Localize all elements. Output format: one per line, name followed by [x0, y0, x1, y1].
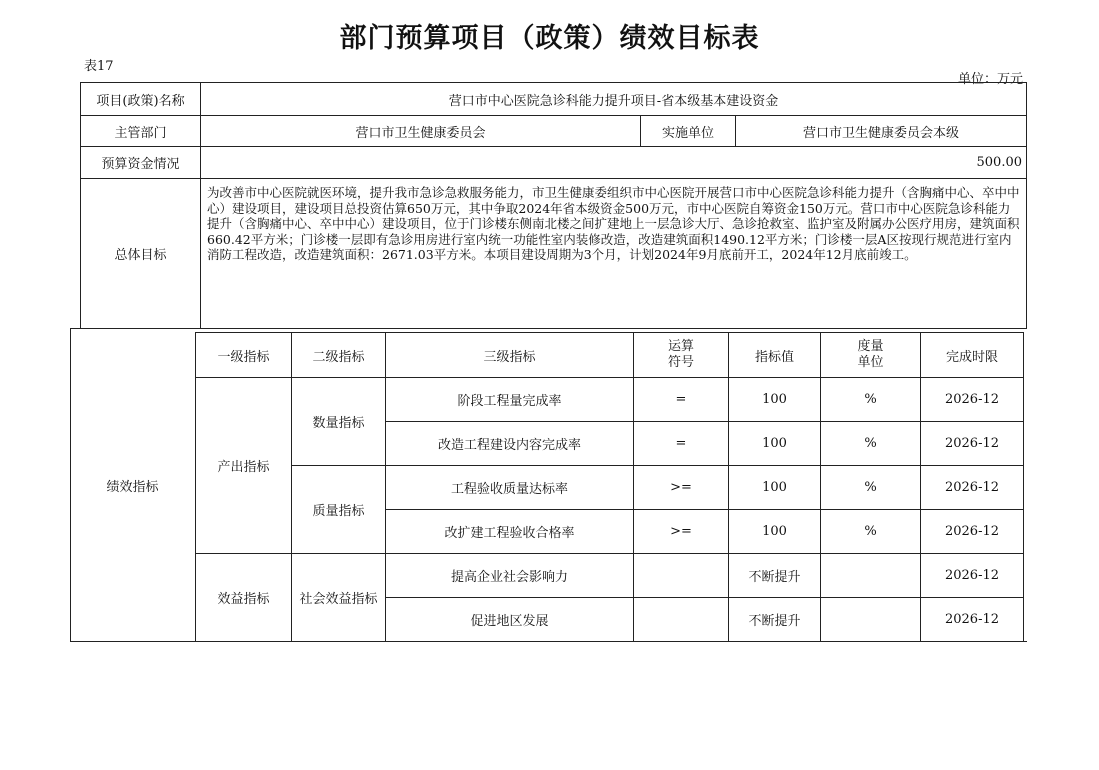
indicator-deadline: 2026-12 — [921, 510, 1024, 554]
goal-row — [81, 179, 1027, 329]
indicator-value: 不断提升 — [729, 598, 821, 642]
header-value: 指标值 — [729, 333, 821, 378]
table-number: 表17 — [84, 59, 114, 74]
indicator-deadline: 2026-12 — [921, 466, 1024, 510]
indicator-op: >= — [634, 510, 729, 554]
table-row — [196, 378, 1024, 422]
indicator-op — [634, 598, 729, 642]
indicator-name: 改扩建工程验收合格率 — [386, 510, 634, 554]
indicator-name: 阶段工程量完成率 — [386, 378, 634, 422]
indicator-name: 促进地区发展 — [386, 598, 634, 642]
impl-value: 营口市卫生健康委员会本级 — [736, 116, 1027, 147]
perf-header-row — [196, 333, 1024, 378]
header-deadline: 完成时限 — [921, 333, 1024, 378]
budget-label: 预算资金情况 — [81, 147, 201, 179]
project-label: 项目(政策)名称 — [81, 83, 201, 116]
budget-row — [81, 147, 1027, 179]
header-unit-line2: 单位 — [857, 355, 884, 370]
indicator-name: 改造工程建设内容完成率 — [386, 422, 634, 466]
indicator-value: 100 — [729, 510, 821, 554]
indicator-op: = — [634, 422, 729, 466]
goal-label: 总体目标 — [81, 179, 201, 329]
group-quantity: 数量指标 — [292, 378, 386, 466]
page-title: 部门预算项目（政策）绩效目标表 — [339, 23, 760, 54]
indicator-value: 不断提升 — [729, 554, 821, 598]
indicator-deadline: 2026-12 — [921, 422, 1024, 466]
header-level2: 二级指标 — [292, 333, 386, 378]
header-operator — [634, 333, 729, 378]
indicator-name: 提高企业社会影响力 — [386, 554, 634, 598]
header-level3: 三级指标 — [386, 333, 634, 378]
header-op-line2: 符号 — [667, 355, 694, 370]
info-table — [80, 82, 1027, 329]
dept-label: 主管部门 — [81, 116, 201, 147]
indicator-op: >= — [634, 466, 729, 510]
indicator-value: 100 — [729, 378, 821, 422]
perf-table — [195, 332, 1024, 642]
indicator-unit: % — [821, 510, 921, 554]
indicator-deadline: 2026-12 — [921, 598, 1024, 642]
indicator-unit — [821, 598, 921, 642]
indicator-op — [634, 554, 729, 598]
header-unit-line1: 度量 — [857, 339, 884, 354]
dept-value: 营口市卫生健康委员会 — [201, 116, 641, 147]
indicator-value: 100 — [729, 466, 821, 510]
table-row — [196, 466, 1024, 510]
indicator-op: = — [634, 378, 729, 422]
header-level1: 一级指标 — [196, 333, 292, 378]
indicator-unit — [821, 554, 921, 598]
group-social: 社会效益指标 — [292, 554, 386, 642]
indicator-value: 100 — [729, 422, 821, 466]
table-row — [196, 554, 1024, 598]
indicator-unit: % — [821, 422, 921, 466]
header-op-line1: 运算 — [667, 339, 694, 354]
goal-text: 为改善市中心医院就医环境，提升我市急诊急救服务能力，市卫生健康委组织市中心医院开展营口市中心医院急诊科能力提升（含胸痛中心、卒中中心）建设项目，建设项目总投资估算650万元，其中争取2024年省本级资金500万元，市中心医院自筹资金150万元。营口市中心医院急诊科能力提升（含胸痛中心、卒中中心）建设项目，位于门诊楼东侧南北楼之间扩建地上一层急诊大厅、急诊抢救室、监护室及附属办公医疗用房，建筑面积660.42平方米；门诊楼一层即有急诊用房进行室内统一功能性室内装修改造，改造建筑面积1490.12平方米；门诊楼一层A区按现行规范进行室内消防工程改造，改造建筑面积：2671.03平方米。本项目建设周期为3个月，计划2024年9月底前开工，2024年12月底前竣工。 — [201, 179, 1027, 329]
impl-label: 实施单位 — [641, 116, 736, 147]
group-benefit: 效益指标 — [196, 554, 292, 642]
indicator-deadline: 2026-12 — [921, 554, 1024, 598]
indicator-deadline: 2026-12 — [921, 378, 1024, 422]
project-name: 营口市中心医院急诊科能力提升项目-省本级基本建设资金 — [201, 83, 1027, 116]
group-quality: 质量指标 — [292, 466, 386, 554]
indicator-unit: % — [821, 378, 921, 422]
project-row — [81, 83, 1027, 116]
indicator-name: 工程验收质量达标率 — [386, 466, 634, 510]
indicator-unit: % — [821, 466, 921, 510]
header-unit — [821, 333, 921, 378]
budget-value: 500.00 — [201, 147, 1027, 179]
dept-row — [81, 116, 1027, 147]
perf-label: 绩效指标 — [106, 479, 159, 495]
unit-label: 单位：万元 — [958, 72, 1024, 87]
group-output: 产出指标 — [196, 378, 292, 554]
